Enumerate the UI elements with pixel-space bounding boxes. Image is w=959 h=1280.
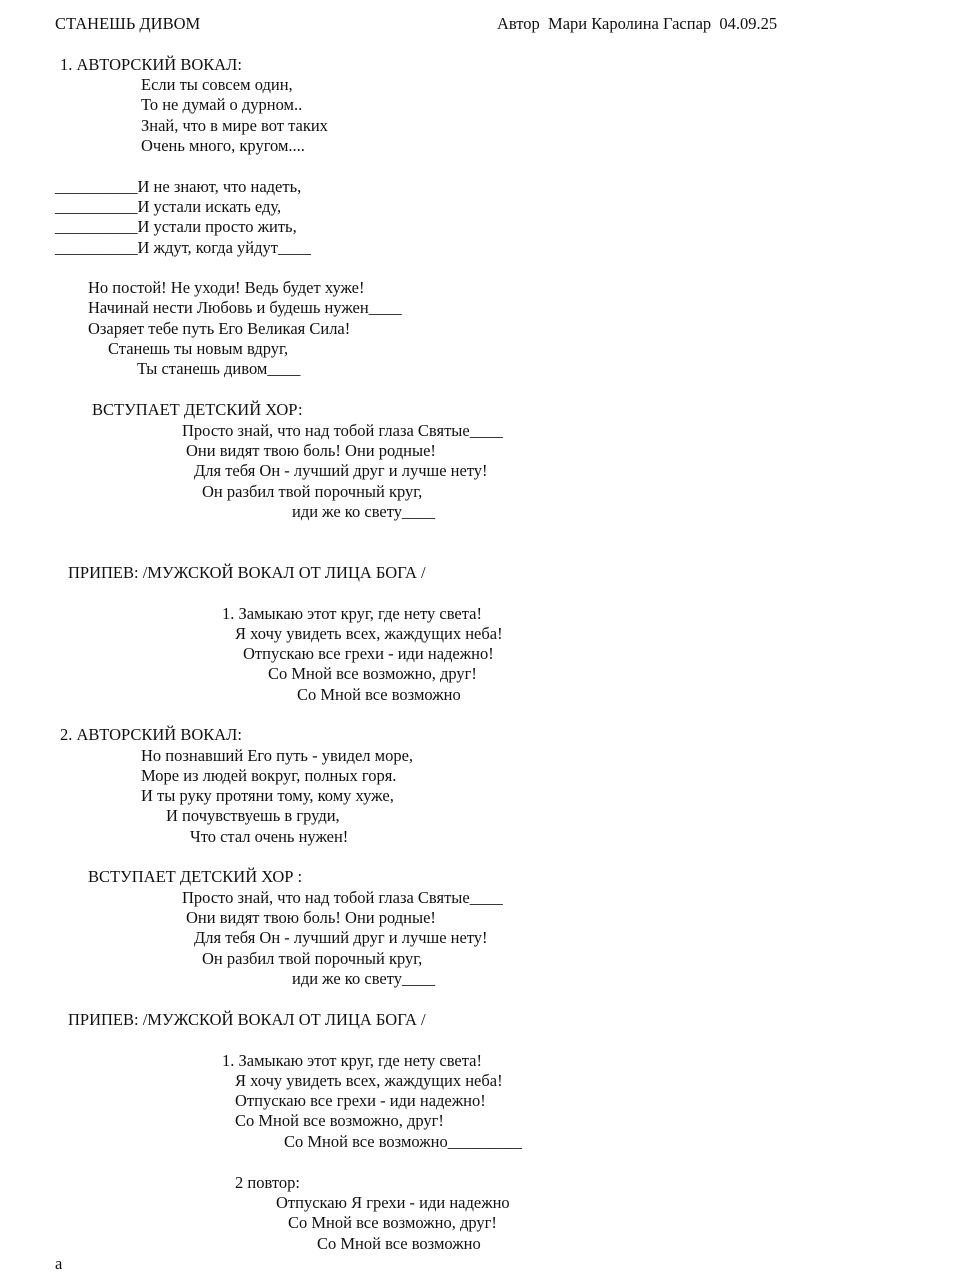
lyric-line: __________И устали искать еду, xyxy=(55,197,282,216)
section-heading: ВСТУПАЕТ ДЕТСКИЙ ХОР: xyxy=(92,400,303,419)
lyric-line: 1. Замыкаю этот круг, где нету света! xyxy=(222,1051,482,1070)
lyric-line: иди же ко свету____ xyxy=(292,969,435,988)
lyric-line: Я хочу увидеть всех, жаждущих неба! xyxy=(235,1071,503,1090)
lyric-line: Знай, что в мире вот таких xyxy=(141,116,328,135)
lyric-line: Отпускаю все грехи - иди надежно! xyxy=(243,644,494,663)
section-heading: 2. АВТОРСКИЙ ВОКАЛ: xyxy=(60,725,242,744)
lyric-line: __________И ждут, когда уйдут____ xyxy=(55,238,311,257)
lyric-line: То не думай о дурном.. xyxy=(141,95,303,114)
lyric-line: Что стал очень нужен! xyxy=(190,827,349,846)
lyric-line: __________И устали просто жить, xyxy=(55,217,297,236)
lyric-line: Со Мной все возможно, друг! xyxy=(235,1111,444,1130)
lyric-line: И ты руку протяни тому, кому хуже, xyxy=(141,786,394,805)
section-heading: ПРИПЕВ: /МУЖСКОЙ ВОКАЛ ОТ ЛИЦА БОГА / xyxy=(68,563,426,582)
lyric-line: Станешь ты новым вдруг, xyxy=(108,339,289,358)
section-heading: 2 повтор: xyxy=(235,1173,300,1192)
lyric-line: Они видят твою боль! Они родные! xyxy=(186,908,436,927)
lyric-line: Отпускаю все грехи - иди надежно! xyxy=(235,1091,486,1110)
lyric-line: Но познавший Его путь - увидел море, xyxy=(141,746,414,765)
lyric-line: Со Мной все возможно_________ xyxy=(284,1132,522,1151)
lyric-line: Очень много, кругом.... xyxy=(141,136,305,155)
section-heading: ПРИПЕВ: /МУЖСКОЙ ВОКАЛ ОТ ЛИЦА БОГА / xyxy=(68,1010,426,1029)
lyric-line: Ты станешь дивом____ xyxy=(137,359,301,378)
lyric-line: Отпускаю Я грехи - иди надежно xyxy=(276,1193,510,1212)
section-heading: 1. АВТОРСКИЙ ВОКАЛ: xyxy=(60,55,242,74)
lyric-line: Со Мной все возможно xyxy=(297,685,461,704)
lyric-line: Если ты совсем один, xyxy=(141,75,293,94)
lyric-line: Со Мной все возможно xyxy=(317,1234,481,1253)
lyric-line: Со Мной все возможно, друг! xyxy=(288,1213,497,1232)
author-date: Автор Мари Каролина Гаспар 04.09.25 xyxy=(497,14,778,33)
lyric-line: Море из людей вокруг, полных горя. xyxy=(141,766,397,785)
lyric-line: Со Мной все возможно, друг! xyxy=(268,664,477,683)
lyric-line: Озаряет тебе путь Его Великая Сила! xyxy=(88,319,351,338)
section-heading: ВСТУПАЕТ ДЕТСКИЙ ХОР : xyxy=(88,867,303,886)
lyric-line: Просто знай, что над тобой глаза Святые____ xyxy=(182,421,503,440)
lyric-line: Я хочу увидеть всех, жаждущих неба! xyxy=(235,624,503,643)
footer-mark: a xyxy=(55,1254,63,1273)
lyric-line: __________И не знают, что надеть, xyxy=(55,177,302,196)
lyric-line: И почувствуешь в груди, xyxy=(166,806,340,825)
lyric-line: Для тебя Он - лучший друг и лучше нету! xyxy=(194,928,488,947)
lyric-line: Но постой! Не уходи! Ведь будет хуже! xyxy=(88,278,365,297)
lyric-line: иди же ко свету____ xyxy=(292,502,435,521)
lyric-line: Они видят твою боль! Они родные! xyxy=(186,441,436,460)
lyric-line: Для тебя Он - лучший друг и лучше нету! xyxy=(194,461,488,480)
lyric-line: 1. Замыкаю этот круг, где нету света! xyxy=(222,604,482,623)
lyric-line: Просто знай, что над тобой глаза Святые____ xyxy=(182,888,503,907)
lyric-line: Он разбил твой порочный круг, xyxy=(202,949,423,968)
lyric-line: Он разбил твой порочный круг, xyxy=(202,482,423,501)
song-title: СТАНЕШЬ ДИВОМ xyxy=(55,14,201,33)
lyric-line: Начинай нести Любовь и будешь нужен____ xyxy=(88,298,402,317)
